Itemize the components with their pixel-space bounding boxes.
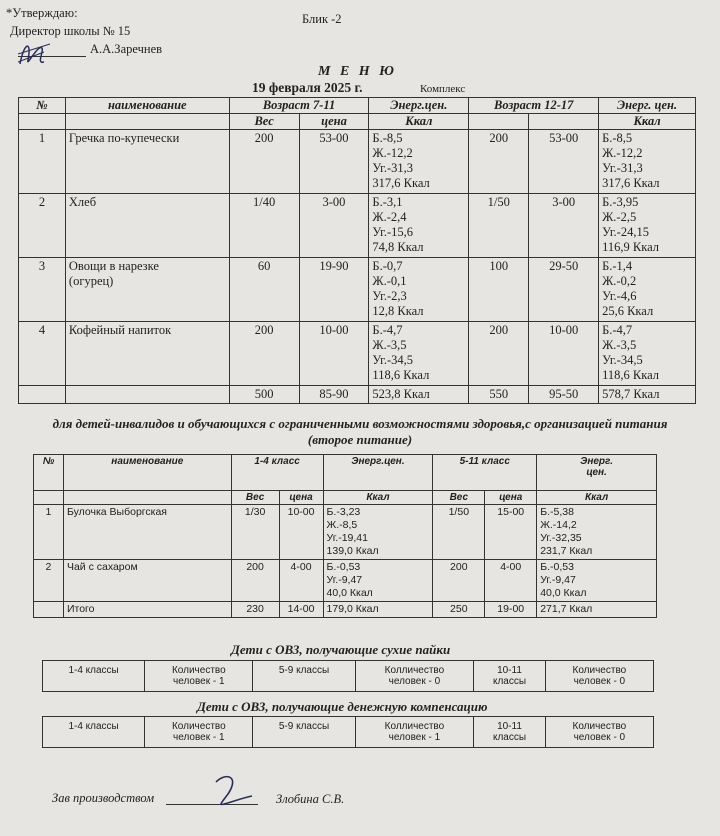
row-weight-1: 1/30 <box>231 505 279 560</box>
row-name: Чай с сахаром <box>63 560 231 602</box>
row-price-2: 15-00 <box>485 505 537 560</box>
col-energy-2: Энерг. цен. <box>537 455 657 491</box>
row-price-1: 53-00 <box>299 130 369 194</box>
menu-table-main <box>18 97 696 404</box>
row-number: 2 <box>19 194 66 258</box>
row-number: 2 <box>34 560 64 602</box>
col-number: № <box>19 98 66 114</box>
row-weight-2: 200 <box>469 130 529 194</box>
row-name: Кофейный напиток <box>65 322 229 386</box>
sub-weight-1: Вес <box>229 114 299 130</box>
total-energy-2: 271,7 Ккал <box>537 602 657 618</box>
row-energy-1: Б.-0,7 Ж.-0,1 Уг.-2,3 12,8 Ккал <box>369 258 469 322</box>
row-number: 3 <box>19 258 66 322</box>
sub-empty <box>469 114 529 130</box>
sub-empty <box>65 114 229 130</box>
sub-kcal-2: Ккал <box>599 114 696 130</box>
col-age-12-17: Возраст 12-17 <box>469 98 599 114</box>
sub-empty <box>19 114 66 130</box>
box-cell: Колличество человек - 0 <box>355 661 474 692</box>
sub-empty <box>529 114 599 130</box>
footer-name: Злобина С.В. <box>276 792 345 806</box>
box-cell: 10-11 классы <box>474 661 545 692</box>
row-price-1: 4-00 <box>279 560 323 602</box>
total-weight-1: 230 <box>231 602 279 618</box>
col-name: наименование <box>63 455 231 491</box>
row-price-1: 10-00 <box>299 322 369 386</box>
col-age-7-11: Возраст 7-11 <box>229 98 369 114</box>
table-row <box>34 560 657 602</box>
box-cell: 5-9 классы <box>253 661 355 692</box>
box-cell: Колличество человек - 1 <box>355 717 474 748</box>
footer-signature <box>208 772 258 812</box>
row-name: Гречка по-купечески <box>65 130 229 194</box>
row-price-1: 10-00 <box>279 505 323 560</box>
money-compensation-title: Дети с ОВЗ, получающие денежную компенсацию <box>197 699 488 714</box>
row-price-2: 4-00 <box>485 560 537 602</box>
sub-weight-2: Вес <box>433 491 485 505</box>
total-energy-1: 523,8 Ккал <box>369 386 469 404</box>
dry-rations-title: Дети с ОВЗ, получающие сухие пайки <box>231 642 451 657</box>
total-energy-2: 578,7 Ккал <box>599 386 696 404</box>
row-price-2: 3-00 <box>529 194 599 258</box>
row-name: Булочка Выборгская <box>63 505 231 560</box>
money-compensation-table <box>42 716 654 748</box>
box-cell: 10-11 классы <box>474 717 545 748</box>
row-energy-2: Б.-3,95 Ж.-2,5 Уг.-24,15 116,9 Ккал <box>599 194 696 258</box>
table-row <box>19 322 696 386</box>
box-cell: 1-4 классы <box>43 661 145 692</box>
director-position: Директор школы № 15 <box>10 24 131 38</box>
sub-weight-1: Вес <box>231 491 279 505</box>
row-weight-2: 100 <box>469 258 529 322</box>
dry-rations-table <box>42 660 654 692</box>
row-name: Хлеб <box>65 194 229 258</box>
row-number: 1 <box>34 505 64 560</box>
table-row <box>19 258 696 322</box>
row-energy-1: Б.-4,7 Ж.-3,5 Уг.-34,5 118,6 Ккал <box>369 322 469 386</box>
row-weight-1: 1/40 <box>229 194 299 258</box>
box-cell: 1-4 классы <box>43 717 145 748</box>
menu-date: 19 февраля 2025 г. <box>252 80 363 95</box>
row-price-2: 53-00 <box>529 130 599 194</box>
ovz-subtitle: для детей-инвалидов и обучающихся с ограниченными возможностями здоровья,с организацией питания (второе питание) <box>52 416 668 447</box>
sub-kcal-2: Ккал <box>537 491 657 505</box>
row-price-2: 10-00 <box>529 322 599 386</box>
row-energy-1: Б.-0,53 Уг.-9,47 40,0 Ккал <box>323 560 433 602</box>
row-name: Овощи в нарезке (огурец) <box>65 258 229 322</box>
total-weight-2: 250 <box>433 602 485 618</box>
row-weight-2: 200 <box>469 322 529 386</box>
row-weight-1: 60 <box>229 258 299 322</box>
row-energy-1: Б.-3,1 Ж.-2,4 Уг.-15,6 74,8 Ккал <box>369 194 469 258</box>
total-label: Итого <box>63 602 231 618</box>
blank-number: Блик -2 <box>302 12 342 26</box>
table-row <box>19 130 696 194</box>
row-energy-1: Б.-3,23 Ж.-8,5 Уг.-19,41 139,0 Ккал <box>323 505 433 560</box>
total-energy-1: 179,0 Ккал <box>323 602 433 618</box>
total-empty <box>34 602 64 618</box>
menu-table-ovz <box>33 454 657 618</box>
box-cell: 5-9 классы <box>253 717 355 748</box>
col-grade-5-11: 5-11 класс <box>433 455 537 491</box>
total-weight-1: 500 <box>229 386 299 404</box>
row-weight-2: 1/50 <box>433 505 485 560</box>
total-price-2: 95-50 <box>529 386 599 404</box>
director-signature <box>14 34 54 74</box>
col-energy-1: Энерг.цен. <box>323 455 433 491</box>
total-empty <box>19 386 66 404</box>
row-weight-1: 200 <box>229 130 299 194</box>
col-energy-1: Энерг.цен. <box>369 98 469 114</box>
row-energy-1: Б.-8,5 Ж.-12,2 Уг.-31,3 317,6 Ккал <box>369 130 469 194</box>
row-energy-2: Б.-1,4 Ж.-0,2 Уг.-4,6 25,6 Ккал <box>599 258 696 322</box>
col-energy-2: Энерг. цен. <box>599 98 696 114</box>
row-energy-2: Б.-8,5 Ж.-12,2 Уг.-31,3 317,6 Ккал <box>599 130 696 194</box>
table-row <box>34 505 657 560</box>
row-energy-2: Б.-0,53 Уг.-9,47 40,0 Ккал <box>537 560 657 602</box>
row-price-2: 29-50 <box>529 258 599 322</box>
approve-label: *Утверждаю: <box>6 6 78 20</box>
box-cell: Количество человек - 0 <box>545 661 653 692</box>
director-name: А.А.Заречнев <box>90 42 163 56</box>
row-energy-2: Б.-5,38 Ж.-14,2 Уг.-32,35 231,7 Ккал <box>537 505 657 560</box>
sub-kcal-1: Ккал <box>369 114 469 130</box>
sub-price-1: цена <box>279 491 323 505</box>
sub-price-2: цена <box>485 491 537 505</box>
row-number: 1 <box>19 130 66 194</box>
row-weight-1: 200 <box>231 560 279 602</box>
box-cell: Количество человек - 0 <box>545 717 653 748</box>
box-cell: Количество человек - 1 <box>145 661 253 692</box>
total-price-1: 14-00 <box>279 602 323 618</box>
row-weight-2: 200 <box>433 560 485 602</box>
sub-price-1: цена <box>299 114 369 130</box>
total-empty <box>65 386 229 404</box>
col-grade-1-4: 1-4 класс <box>231 455 323 491</box>
row-price-1: 19-90 <box>299 258 369 322</box>
menu-title: М Е Н Ю <box>318 64 397 79</box>
complex-label: Комплекс <box>420 83 466 95</box>
box-cell: Количество человек - 1 <box>145 717 253 748</box>
table-row <box>19 194 696 258</box>
footer-role: Зав производством <box>52 791 155 805</box>
total-price-2: 19-00 <box>485 602 537 618</box>
row-weight-2: 1/50 <box>469 194 529 258</box>
row-weight-1: 200 <box>229 322 299 386</box>
sub-kcal-1: Ккал <box>323 491 433 505</box>
sub-empty <box>34 491 64 505</box>
total-weight-2: 550 <box>469 386 529 404</box>
row-price-1: 3-00 <box>299 194 369 258</box>
col-name: наименование <box>65 98 229 114</box>
row-number: 4 <box>19 322 66 386</box>
row-energy-2: Б.-4,7 Ж.-3,5 Уг.-34,5 118,6 Ккал <box>599 322 696 386</box>
total-price-1: 85-90 <box>299 386 369 404</box>
col-number: № <box>34 455 64 491</box>
sub-empty <box>63 491 231 505</box>
